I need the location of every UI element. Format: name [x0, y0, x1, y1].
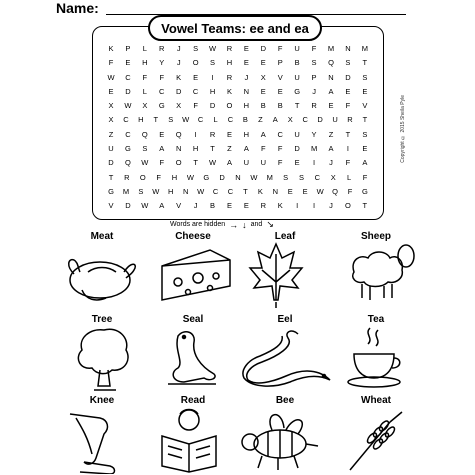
wheat-icon [344, 408, 408, 472]
grid-letter: E [226, 201, 232, 211]
grid-letter: A [159, 144, 165, 154]
grid-letter: S [142, 144, 148, 154]
grid-row [104, 85, 372, 99]
grid-letter: E [193, 72, 199, 82]
grid-letter: D [209, 101, 216, 111]
word-label-leaf: Leaf [274, 231, 296, 242]
grid-letter: H [171, 172, 178, 182]
word-label-cheese: Cheese [175, 231, 211, 242]
title-pill [148, 15, 322, 41]
grid-letter: W [107, 72, 115, 82]
grid-letter: D [175, 86, 182, 96]
grid-letter: I [313, 201, 316, 211]
word-label-sheep: Sheep [360, 231, 391, 242]
grid-letter: R [226, 44, 233, 53]
grid-letter: C [125, 72, 131, 82]
grid-letter: F [347, 186, 353, 196]
grid-letter: C [197, 115, 204, 125]
grid-letter: E [243, 201, 249, 211]
hint-text: Words are hidden [170, 221, 226, 228]
grid-letter: D [294, 144, 300, 154]
grid-letter: F [108, 58, 114, 68]
grid-letter: T [362, 201, 368, 211]
grid-letter: E [243, 44, 249, 53]
grid-letter: G [125, 144, 131, 154]
grid-letter: M [266, 172, 273, 182]
grid-letter: H [243, 129, 250, 139]
grid-letter: K [226, 86, 232, 96]
grid-letter: E [362, 86, 368, 96]
grid-letter: H [192, 144, 199, 154]
grid-letter: A [260, 129, 266, 139]
grid-letter: Y [311, 129, 317, 139]
grid-letter: J [312, 86, 316, 96]
word-label-knee: Knee [89, 395, 115, 406]
grid-letter: K [257, 186, 263, 196]
grid-letter: R [260, 201, 266, 211]
grid-letter: A [328, 86, 334, 96]
grid-letter: X [176, 101, 182, 111]
grid-letter: W [152, 186, 160, 196]
grid-letter: S [362, 72, 368, 82]
grid-letter: J [193, 201, 198, 211]
grid-letter: N [182, 186, 189, 196]
grid-letter: R [159, 44, 165, 53]
grid-letter: V [362, 101, 368, 111]
grid-letter: Z [108, 129, 114, 139]
grid-letter: E [294, 158, 300, 168]
grid-letter: J [329, 201, 333, 211]
grid-letter: S [168, 115, 174, 125]
grid-letter: D [125, 86, 131, 96]
grid-letter: H [226, 58, 233, 68]
grid-letter: N [272, 186, 279, 196]
grid-letter: W [208, 44, 217, 53]
grid-letter: W [316, 186, 324, 196]
grid-letter: D [125, 201, 131, 211]
grid-letter: M [327, 44, 335, 53]
grid-letter: F [142, 72, 148, 82]
grid-letter: R [124, 172, 130, 182]
grid-letter: H [243, 101, 250, 111]
grid-letter: Z [258, 115, 263, 125]
grid-letter: H [142, 58, 148, 68]
hint-and: and [250, 221, 263, 228]
grid-letter: V [176, 201, 182, 211]
grid-letter: W [141, 158, 149, 168]
arrow-down-icon: ↓ [242, 219, 247, 230]
grid-letter: X [287, 115, 293, 125]
grid-letter: W [197, 186, 205, 196]
grid-letter: A [243, 144, 249, 154]
grid-letter: E [277, 86, 283, 96]
grid-letter: T [345, 129, 351, 139]
grid-letter: B [294, 58, 300, 68]
grid-letter: U [108, 144, 114, 154]
copyright-text: Copyright © 2015 Sheila Pyle [400, 95, 406, 163]
grid-letter: X [330, 172, 336, 182]
grid-letter: G [294, 86, 301, 96]
grid-letter: P [311, 72, 317, 82]
grid-letter: S [345, 58, 351, 68]
grid-letter: D [108, 158, 114, 168]
grid-letter: N [328, 72, 334, 82]
grid-letter: O [192, 58, 199, 68]
grid-letter: I [296, 201, 299, 211]
word-label-wheat: Wheat [361, 395, 391, 406]
maple-leaf-icon [248, 242, 304, 310]
grid-letter: Y [159, 58, 165, 68]
name-label: Name: [56, 0, 99, 16]
grid-letter: I [211, 72, 214, 82]
grid-row [104, 128, 372, 142]
grid-letter: I [346, 144, 349, 154]
child-reading-icon [154, 406, 224, 474]
grid-letter: F [159, 72, 165, 82]
grid-letter: N [243, 86, 250, 96]
word-label-bee: Bee [275, 395, 295, 406]
grid-letter: E [287, 186, 293, 196]
grid-letter: D [345, 72, 351, 82]
grid-letter: E [328, 101, 334, 111]
grid-letter: K [176, 72, 182, 82]
grid-letter: S [138, 186, 144, 196]
grid-letter: F [345, 158, 351, 168]
grid-letter: R [226, 72, 233, 82]
grid-letter: D [219, 172, 225, 182]
grid-row [104, 113, 372, 127]
knee-leg-icon [66, 408, 132, 474]
grid-letter: X [260, 72, 266, 82]
grid-letter: G [108, 186, 114, 196]
grid-letter: O [344, 201, 351, 211]
cheese-wedge-icon [158, 246, 234, 304]
grid-letter: S [210, 58, 216, 68]
grid-letter: Q [328, 58, 334, 68]
grid-letter: J [244, 72, 249, 82]
grid-letter: T [243, 186, 248, 196]
grid-letter: H [168, 186, 174, 196]
grid-letter: A [328, 144, 334, 154]
grid-letter: Z [227, 144, 232, 154]
eel-icon [238, 326, 334, 390]
grid-letter: K [277, 201, 283, 211]
grid-letter: P [125, 44, 131, 53]
bee-icon [238, 406, 322, 472]
grid-letter: C [192, 86, 199, 96]
grid-letter: N [235, 172, 241, 182]
grid-letter: S [311, 58, 317, 68]
grid-row [104, 99, 372, 113]
grid-letter: Q [175, 129, 182, 139]
grid-letter: F [159, 158, 165, 168]
grid-letter: L [347, 172, 352, 182]
grid-letter: F [345, 101, 351, 111]
grid-letter: I [313, 158, 316, 168]
grid-letter: A [362, 158, 368, 168]
grid-letter: U [294, 129, 300, 139]
grid-letter: S [298, 172, 304, 182]
grid-letter: U [243, 158, 250, 168]
grid-letter: M [122, 186, 130, 196]
hint-line [170, 219, 274, 230]
grid-letter: T [362, 115, 368, 125]
grid-letter: E [302, 186, 308, 196]
grid-row [104, 142, 372, 156]
grid-letter: W [186, 172, 194, 182]
grid-letter: E [108, 86, 114, 96]
grid-row [104, 199, 372, 213]
grid-row [104, 156, 372, 170]
grid-letter: B [210, 201, 216, 211]
grid-letter: V [108, 201, 114, 211]
grid-letter: M [310, 144, 318, 154]
grid-letter: T [193, 158, 198, 168]
word-label-seal: Seal [182, 314, 204, 325]
grid-letter: E [226, 129, 232, 139]
grid-letter: T [108, 172, 114, 182]
grid-letter: F [311, 44, 317, 53]
grid-letter: E [260, 58, 266, 68]
grid-letter: J [176, 44, 181, 53]
grid-letter: N [345, 44, 351, 53]
sheep-icon [346, 238, 416, 304]
grid-letter: X [142, 101, 148, 111]
grid-letter: S [362, 129, 368, 139]
grid-letter: S [193, 44, 199, 53]
grid-letter: U [260, 158, 266, 168]
grid-row [104, 185, 372, 199]
grid-letter: W [124, 101, 132, 111]
grid-letter: C [159, 86, 165, 96]
grid-letter: E [125, 58, 131, 68]
puzzle-title: Vowel Teams: ee and ea [161, 20, 309, 36]
word-label-tree: Tree [91, 314, 113, 325]
grid-letter: I [194, 129, 197, 139]
grid-letter: M [361, 44, 368, 53]
roast-chicken-icon [62, 244, 140, 306]
grid-letter: C [123, 115, 129, 125]
grid-letter: Q [332, 186, 338, 196]
grid-letter: O [226, 101, 233, 111]
word-label-meat: Meat [90, 231, 114, 242]
grid-letter: E [260, 86, 266, 96]
grid-letter: A [159, 201, 165, 211]
grid-letter: K [108, 44, 114, 53]
grid-letter: F [362, 172, 368, 182]
grid-letter: W [182, 115, 190, 125]
grid-letter: F [193, 101, 198, 111]
grid-letter: C [302, 115, 308, 125]
grid-letter: P [277, 58, 283, 68]
grid-letter: X [108, 101, 114, 111]
word-label-read: Read [180, 395, 206, 406]
grid-letter: E [159, 129, 165, 139]
grid-letter: U [294, 44, 300, 53]
grid-letter: G [203, 172, 210, 182]
grid-letter: D [260, 44, 266, 53]
grid-letter: A [272, 115, 278, 125]
grid-letter: L [142, 44, 147, 53]
grid-letter: R [347, 115, 353, 125]
grid-letter: F [261, 144, 266, 154]
arrow-down-right-icon: ↘ [266, 219, 274, 229]
grid-letter: C [314, 172, 321, 182]
grid-letter: F [277, 44, 283, 53]
grid-letter: J [329, 158, 333, 168]
grid-letter: T [362, 58, 368, 68]
grid-letter: F [277, 144, 283, 154]
grid-letter: E [362, 144, 368, 154]
grid-letter: W [250, 172, 258, 182]
grid-letter: X [108, 115, 114, 125]
grid-letter: D [317, 115, 323, 125]
grid-letter: C [227, 115, 234, 125]
grid-letter: C [277, 129, 283, 139]
grid-letter: R [209, 129, 216, 139]
grid-letter: U [294, 72, 300, 82]
grid-letter: S [283, 172, 289, 182]
grid-letter: O [139, 172, 146, 182]
grid-letter: Q [125, 158, 131, 168]
grid-row [104, 56, 372, 70]
grid-letter: E [345, 86, 351, 96]
grid-letter: V [277, 72, 283, 82]
grid-letter: Q [141, 129, 148, 139]
arrow-right-icon: → [229, 219, 239, 230]
grid-letter: B [242, 115, 248, 125]
grid-letter: R [311, 101, 317, 111]
grid-letter: N [175, 144, 182, 154]
grid-letter: G [158, 101, 165, 111]
grid-letter: C [125, 129, 131, 139]
teacup-icon [344, 324, 404, 388]
grid-letter: O [175, 158, 182, 168]
grid-letter: F [156, 172, 161, 182]
grid-letter: B [277, 101, 283, 111]
grid-letter: F [277, 158, 283, 168]
grid-letter: L [142, 86, 147, 96]
grid-row [104, 71, 372, 85]
letter-grid [104, 42, 372, 214]
grid-letter: C [227, 186, 234, 196]
grid-letter: W [141, 201, 149, 211]
grid-letter: Z [328, 129, 334, 139]
grid-letter: J [176, 58, 181, 68]
grid-letter: T [294, 101, 300, 111]
grid-letter: T [153, 115, 159, 125]
grid-letter: L [213, 115, 218, 125]
grid-letter: C [212, 186, 219, 196]
word-label-eel: Eel [277, 314, 293, 325]
tree-icon [74, 324, 134, 392]
grid-letter: A [226, 158, 232, 168]
grid-letter: B [260, 101, 266, 111]
grid-letter: U [332, 115, 338, 125]
grid-letter: W [208, 158, 217, 168]
seal-icon [164, 326, 220, 388]
word-label-tea: Tea [367, 314, 385, 325]
grid-row [104, 42, 372, 56]
grid-letter: H [209, 86, 216, 96]
grid-letter: H [138, 115, 144, 125]
grid-letter: T [210, 144, 215, 154]
grid-letter: G [362, 186, 368, 196]
grid-row [104, 171, 372, 185]
grid-letter: E [243, 58, 249, 68]
